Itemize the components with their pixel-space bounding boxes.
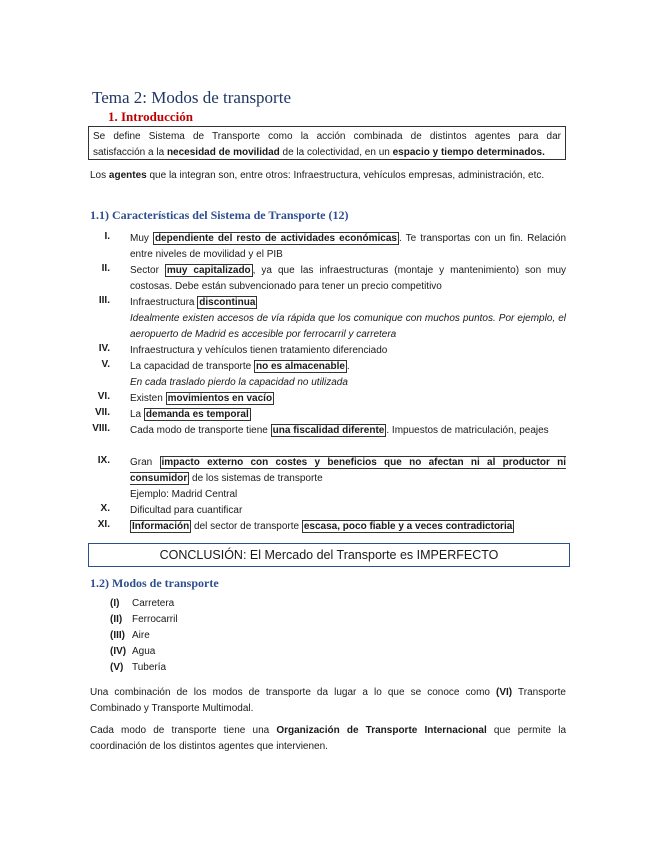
definition-box: [88, 126, 566, 160]
organization-paragraph: Cada modo de transporte tiene una Organización de Transporte Internacional que permite la coordinación de los distintos agentes que intervienen.: [90, 725, 566, 752]
list-item: (III) Aire: [110, 630, 150, 641]
list-number: IX.: [97, 455, 110, 466]
list-item: Existen movimientos en vacío: [130, 393, 273, 404]
section-characteristics-heading: 1.1) Características del Sistema de Transporte (12): [90, 208, 349, 222]
list-number: I.: [104, 231, 110, 242]
definition-line-2: satisfacción a la necesidad de movilidad de la colectividad, en un espacio y tiempo determinados.: [93, 147, 545, 158]
list-number: IV.: [98, 343, 110, 354]
list-item: La capacidad de transporte no es almacenable . En cada traslado pierdo la capacidad no utilizada: [130, 361, 350, 388]
combination-paragraph: Una combinación de los modos de transporte da lugar a lo que se conoce como (VI) Transporte Combinado y Transporte Multimodal.: [90, 687, 566, 714]
list-item: (II) Ferrocarril: [110, 614, 178, 625]
list-number: VIII.: [92, 423, 110, 434]
list-number: VI.: [97, 391, 110, 402]
list-item: Información del sector de transporte escasa, poco fiable y a veces contradictoria: [132, 521, 513, 532]
list-item: (I) Carretera: [110, 598, 175, 609]
intro-heading: 1. Introducción: [108, 109, 193, 124]
list-number: III.: [98, 295, 110, 306]
definition-line-1: Se define Sistema de Transporte como la acción combinada de distintos agentes para dar: [93, 131, 561, 142]
conclusion-box: CONCLUSIÓN: El Mercado del Transporte es IMPERFECTO: [88, 543, 570, 567]
list-number: II.: [101, 263, 110, 274]
list-item: Sector muy capitalizado , ya que las infraestructuras (montaje y mantenimiento) son muy costosas. Debe están subvencionado para tener un precio competitivo: [130, 265, 567, 292]
list-item: Muy dependiente del resto de actividades económicas . Te transportas con un fin. Relación entre niveles de movilidad y el PIB: [130, 233, 566, 260]
list-item: Gran impacto externo con costes y beneficios que no afectan ni al productor ni consumidor de los sistemas de transporte Ejemplo: Madrid Central: [130, 457, 566, 500]
list-item: Infraestructura y vehículos tienen tratamiento diferenciado: [130, 345, 388, 356]
list-item: Dificultad para cuantificar: [130, 505, 243, 516]
list-item: Cada modo de transporte tiene una fiscalidad diferente . Impuestos de matriculación, peajes: [130, 425, 549, 436]
list-item: La demanda es temporal: [130, 409, 249, 420]
agents-paragraph: Los agentes que la integran son, entre otros: Infraestructura, vehículos empresas, administración, etc.: [90, 170, 545, 181]
list-item: (V) Tubería: [110, 662, 167, 673]
list-item: (IV) Agua: [110, 646, 156, 657]
page-title: Tema 2: Modos de transporte: [92, 88, 291, 107]
list-number: XI.: [97, 519, 110, 530]
list-item: Infraestructura discontinua Idealmente existen accesos de vía rápida que los comunique con muchos puntos. Por ejemplo, el aeropuerto de Madrid es accesible por ferrocarril y carretera: [130, 297, 566, 340]
list-number: VII.: [94, 407, 110, 418]
section-modes-heading: 1.2) Modos de transporte: [90, 576, 219, 590]
list-number: X.: [100, 503, 110, 514]
list-number: V.: [101, 359, 110, 370]
